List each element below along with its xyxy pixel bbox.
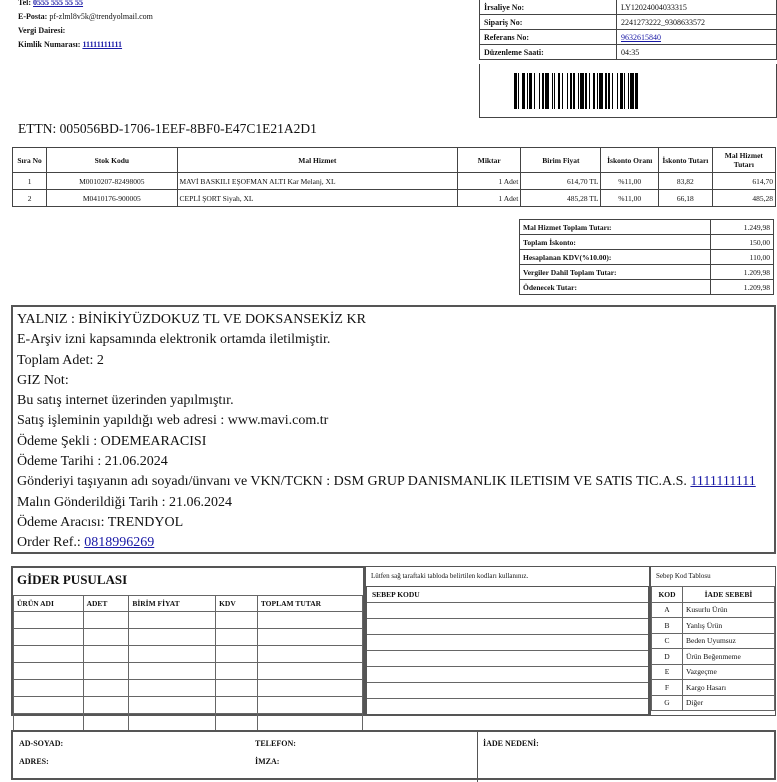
seller-phone-link[interactable]: 0555 555 55 55 <box>33 0 84 7</box>
expense-cell[interactable] <box>14 697 84 714</box>
totals-table <box>519 219 774 295</box>
expense-cell[interactable] <box>14 714 84 731</box>
reason-code: D <box>652 649 683 665</box>
items-column-header: İskonto Tutarı <box>659 148 713 173</box>
table-cell: 614,70 TL <box>521 173 601 190</box>
table-cell: M0410176-900005 <box>47 190 177 207</box>
items-column-header: Mal Hizmet Tutarı <box>712 148 775 173</box>
note-total-quantity: Toplam Adet: 2 <box>17 352 104 368</box>
totals-row <box>520 235 774 250</box>
address-label: ADRES: <box>19 757 49 766</box>
barcode-box <box>479 64 777 118</box>
order-ref-link[interactable]: 0818996269 <box>84 535 155 551</box>
expense-cell[interactable] <box>83 697 129 714</box>
expense-cell[interactable] <box>257 663 362 680</box>
expense-row[interactable] <box>14 663 363 680</box>
note-giz: GIZ Not: <box>17 372 69 388</box>
expense-column-header: KDV <box>216 596 258 612</box>
items-table <box>12 147 776 207</box>
reason-code-line[interactable] <box>367 698 648 714</box>
seller-tax-office-row: Vergi Dairesi: <box>18 26 66 35</box>
table-cell: 1 Adet <box>458 190 521 207</box>
seller-phone-row: Tel: 0555 555 55 55 <box>18 0 84 7</box>
reason-code-legend <box>650 566 776 716</box>
seller-email-row: E-Posta: pf-zlml8v5k@trendyolmail.com <box>18 12 153 21</box>
table-cell: 485,28 <box>712 190 775 207</box>
expense-cell[interactable] <box>83 714 129 731</box>
reason-instruction: Lütfen sağ taraftaki tabloda belirtilen kodları kullanınız. <box>371 572 529 580</box>
expense-cell[interactable] <box>216 612 258 629</box>
document-info-row <box>480 30 777 45</box>
expense-voucher <box>11 566 365 716</box>
expense-row[interactable] <box>14 680 363 697</box>
expense-column-header: ADET <box>83 596 129 612</box>
totals-value: 1.209,98 <box>710 265 773 280</box>
reason-code: C <box>652 633 683 649</box>
items-column-header: Sıra No <box>13 148 47 173</box>
expense-cell[interactable] <box>257 680 362 697</box>
expense-cell[interactable] <box>216 663 258 680</box>
totals-label: Toplam İskonto: <box>520 235 711 250</box>
table-cell: 83,82 <box>659 173 713 190</box>
expense-cell[interactable] <box>257 646 362 663</box>
items-column-header: Mal Hizmet <box>177 148 458 173</box>
note-payment-method: Ödeme Şekli : ODEMEARACISI <box>17 433 207 449</box>
expense-cell[interactable] <box>83 646 129 663</box>
reason-code-row <box>652 649 775 665</box>
totals-label: Hesaplanan KDV(%10.00): <box>520 250 711 265</box>
document-info-label: Referans No: <box>480 30 617 45</box>
totals-value: 110,00 <box>710 250 773 265</box>
table-cell: %11,00 <box>601 173 659 190</box>
reason-code: B <box>652 618 683 634</box>
reason-code-row <box>652 602 775 618</box>
totals-value: 1.249,98 <box>710 220 773 235</box>
expense-cell[interactable] <box>216 680 258 697</box>
reason-code-line[interactable] <box>367 666 648 682</box>
carrier-id-link[interactable]: 1111111111 <box>690 474 756 490</box>
ettn: ETTN: 005056BD-1706-1EEF-8BF0-E47C1E21A2D1 <box>18 121 317 136</box>
form-divider <box>477 732 478 782</box>
expense-column-header: ÜRÜN ADI <box>14 596 84 612</box>
note-web-address: Satış işleminin yapıldığı web adresi : www.mavi.com.tr <box>17 413 329 429</box>
table-cell: CEPLİ ŞORT Siyah, XL <box>177 190 458 207</box>
reason-text: Beden Uyumsuz <box>683 633 775 649</box>
seller-info <box>18 0 278 52</box>
items-column-header: Stok Kodu <box>47 148 177 173</box>
totals-row <box>520 250 774 265</box>
document-info-row <box>480 0 777 15</box>
reason-code-line[interactable] <box>367 602 648 618</box>
reason-code: A <box>652 602 683 618</box>
expense-cell[interactable] <box>129 629 216 646</box>
expense-cell[interactable] <box>129 697 216 714</box>
note-internet-sale: Bu satış internet üzerinden yapılmıştır. <box>17 393 234 409</box>
expense-row[interactable] <box>14 612 363 629</box>
expense-cell[interactable] <box>129 663 216 680</box>
reason-code-row <box>652 680 775 696</box>
expense-cell[interactable] <box>216 697 258 714</box>
reason-code-table <box>366 586 649 715</box>
expense-cell[interactable] <box>129 612 216 629</box>
expense-cell[interactable] <box>14 629 84 646</box>
note-shipping-date: Malın Gönderildiği Tarih : 21.06.2024 <box>17 494 232 510</box>
reason-code-line[interactable] <box>367 650 648 666</box>
note-amount-in-words: YALNIZ : BİNİKİYÜZDOKUZ TL VE DOKSANSEKİZ KR <box>17 312 366 327</box>
reason-code-box <box>365 566 650 716</box>
reason-code-row <box>652 695 775 711</box>
expense-cell[interactable] <box>14 612 84 629</box>
note-carrier: Gönderiyi taşıyanın adı soyadı/ünvanı ve VKN/TCKN : DSM GRUP DANISMANLIK ILETISIM VE SATIS TIC.A.S. 1111111111 <box>17 474 756 490</box>
barcode-icon <box>514 73 754 109</box>
totals-label: Ödenecek Tutar: <box>520 280 711 295</box>
document-info-value: 2241273222_9308633572 <box>617 15 777 30</box>
reason-code-header: SEBEP KODU <box>372 590 420 599</box>
expense-row[interactable] <box>14 629 363 646</box>
expense-cell[interactable] <box>14 663 84 680</box>
expense-cell[interactable] <box>257 697 362 714</box>
expense-cell[interactable] <box>83 680 129 697</box>
items-column-header: Birim Fiyat <box>521 148 601 173</box>
return-reason-label: İADE NEDENİ: <box>483 739 539 748</box>
expense-cell[interactable] <box>14 646 84 663</box>
table-cell: MAVİ BASKILI EŞOFMAN ALTI Kar Melanj, XL <box>177 173 458 190</box>
reason-text: Kargo Hasarı <box>683 680 775 696</box>
code-column-header: KOD <box>652 587 683 603</box>
expense-cell[interactable] <box>129 646 216 663</box>
document-info-row <box>480 15 777 30</box>
document-info-value: LY12024004033315 <box>617 0 777 15</box>
reason-code-legend-table <box>651 586 775 711</box>
note-e-archive: E-Arşiv izni kapsamında elektronik ortamda iletilmiştir. <box>17 332 331 348</box>
reason-column-header: İADE SEBEBİ <box>683 587 775 603</box>
reason-code-line[interactable] <box>367 618 648 634</box>
signature-label: İMZA: <box>255 757 280 766</box>
reason-code: G <box>652 695 683 711</box>
expense-column-header: TOPLAM TUTAR <box>257 596 362 612</box>
note-order-ref: Order Ref.: 0818996269 <box>17 535 155 551</box>
table-cell: M0010207-82498005 <box>47 173 177 190</box>
table-cell: 66,18 <box>659 190 713 207</box>
document-info-value <box>617 30 777 45</box>
expense-cell[interactable] <box>83 629 129 646</box>
totals-row <box>520 280 774 295</box>
table-cell: %11,00 <box>601 190 659 207</box>
expense-row[interactable] <box>14 697 363 714</box>
document-info-label: Sipariş No: <box>480 15 617 30</box>
expense-cell[interactable] <box>14 680 84 697</box>
reason-code-row <box>652 633 775 649</box>
totals-label: Mal Hizmet Toplam Tutarı: <box>520 220 711 235</box>
expense-cell[interactable] <box>257 629 362 646</box>
reason-code-line[interactable] <box>367 682 648 698</box>
items-column-header: Miktar <box>458 148 521 173</box>
reason-text: Diğer <box>683 695 775 711</box>
note-payment-intermediary: Ödeme Aracısı: TRENDYOL <box>17 514 184 530</box>
expense-cell[interactable] <box>216 629 258 646</box>
items-column-header: İskonto Oranı <box>601 148 659 173</box>
document-info-label: İrsaliye No: <box>480 0 617 15</box>
reason-text: Yanlış Ürün <box>683 618 775 634</box>
customer-form <box>11 730 776 780</box>
totals-label: Vergiler Dahil Toplam Tutar: <box>520 265 711 280</box>
reason-code-line[interactable] <box>367 634 648 650</box>
totals-value: 150,00 <box>710 235 773 250</box>
seller-id-link[interactable]: 11111111111 <box>82 40 123 49</box>
reason-text: Vazgeçme <box>683 664 775 680</box>
notes-box <box>11 305 776 554</box>
reason-code: E <box>652 664 683 680</box>
document-info-table <box>479 0 777 60</box>
expense-cell[interactable] <box>257 714 362 731</box>
totals-value: 1.209,98 <box>710 280 773 295</box>
document-info-row <box>480 45 777 60</box>
document-info-value: 04:35 <box>617 45 777 60</box>
totals-row <box>520 265 774 280</box>
expense-voucher-table <box>13 595 363 731</box>
expense-row[interactable] <box>14 646 363 663</box>
document-info-label: Düzenleme Saati: <box>480 45 617 60</box>
expense-cell[interactable] <box>216 714 258 731</box>
expense-column-header: BİRİM FİYAT <box>129 596 216 612</box>
note-payment-date: Ödeme Tarihi : 21.06.2024 <box>17 454 168 470</box>
expense-voucher-title: GİDER PUSULASI <box>17 572 128 587</box>
expense-cell[interactable] <box>129 680 216 697</box>
table-row <box>13 190 776 207</box>
phone-label: TELEFON: <box>255 739 296 748</box>
name-label: AD-SOYAD: <box>19 739 64 748</box>
reason-code-row <box>652 618 775 634</box>
reason-code-legend-title: Sebep Kod Tablosu <box>656 572 711 580</box>
expense-cell[interactable] <box>83 612 129 629</box>
expense-cell[interactable] <box>257 612 362 629</box>
seller-id-row: Kimlik Numarası: 11111111111 <box>18 40 123 49</box>
table-cell: 1 <box>13 173 47 190</box>
table-cell: 1 Adet <box>458 173 521 190</box>
expense-cell[interactable] <box>83 663 129 680</box>
expense-cell[interactable] <box>216 646 258 663</box>
totals-row <box>520 220 774 235</box>
reason-code-row <box>652 664 775 680</box>
table-cell: 2 <box>13 190 47 207</box>
reason-code: F <box>652 680 683 696</box>
reason-text: Ürün Beğenmeme <box>683 649 775 665</box>
table-row <box>13 173 776 190</box>
reason-text: Kusurlu Ürün <box>683 602 775 618</box>
expense-row[interactable] <box>14 714 363 731</box>
table-cell: 485,28 TL <box>521 190 601 207</box>
expense-cell[interactable] <box>129 714 216 731</box>
table-cell: 614,70 <box>712 173 775 190</box>
reference-link[interactable]: 9632615840 <box>621 32 661 42</box>
